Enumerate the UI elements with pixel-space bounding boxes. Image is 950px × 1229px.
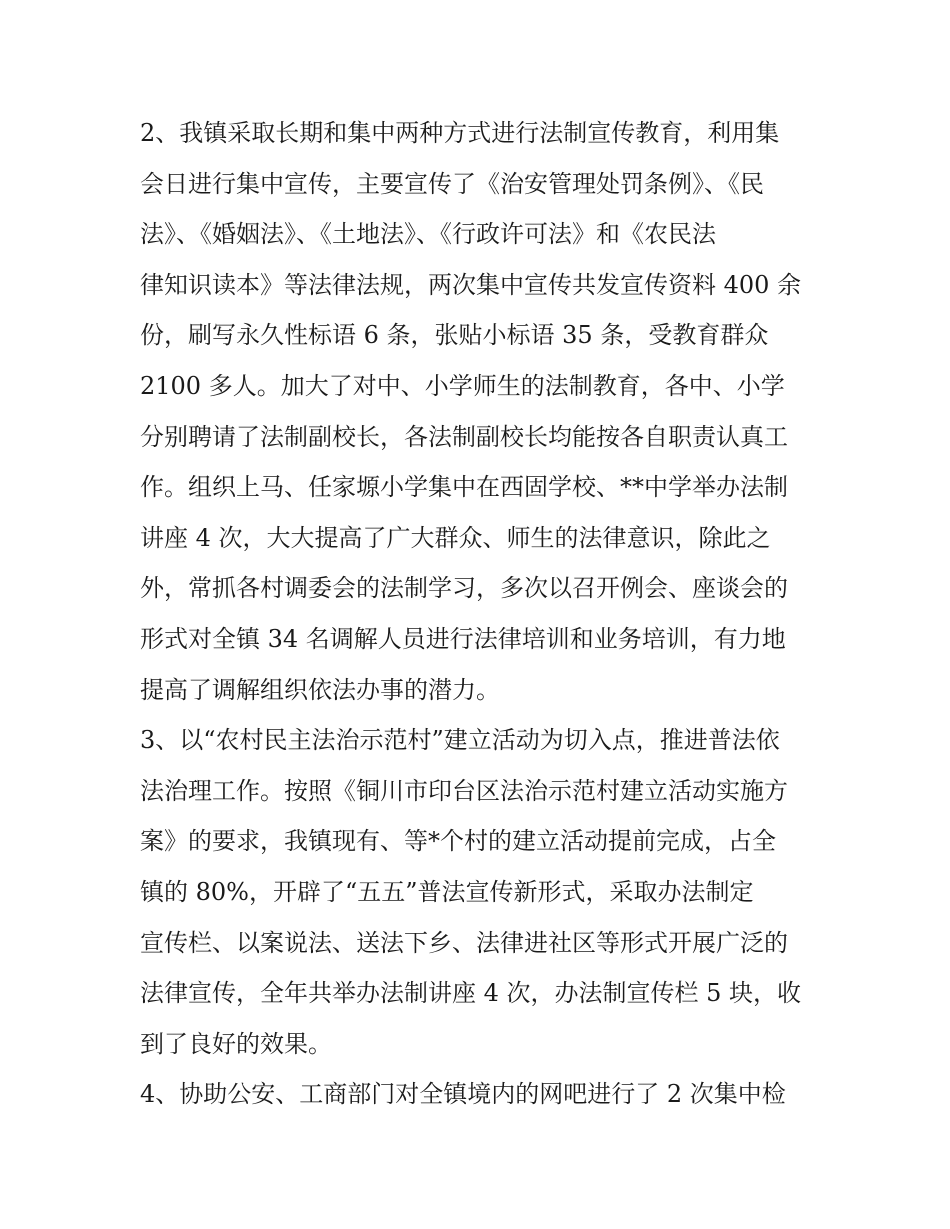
text-line: 份，刷写永久性标语 6 条，张贴小标语 35 条，受教育群众 bbox=[140, 321, 769, 350]
text-line: 外，常抓各村调委会的法制学习，多次以召开例会、座谈会的 bbox=[140, 574, 788, 603]
text-line: 法》、《婚姻法》、《土地法》、《行政许可法》和《农民法 bbox=[140, 220, 716, 249]
text-line: 镇的 80%，开辟了“五五”普法宣传新形式，采取办法制定 bbox=[140, 877, 754, 906]
text-line: 法律宣传，全年共举办法制讲座 4 次，办法制宣传栏 5 块，收 bbox=[140, 979, 802, 1008]
text-line: 律知识读本》等法律法规，两次集中宣传共发宣传资料 400 余 bbox=[140, 270, 802, 299]
text-line: 2、我镇采取长期和集中两种方式进行法制宣传教育，利用集 bbox=[140, 119, 780, 147]
text-line: 4、协助公安、工商部门对全镇境内的网吧进行了 2 次集中检 bbox=[140, 1080, 786, 1109]
text-line: 讲座 4 次，大大提高了广大群众、师生的法律意识，除此之 bbox=[140, 523, 771, 552]
text-line: 分别聘请了法制副校长，各法制副校长均能按各自职责认真工 bbox=[140, 422, 788, 451]
text-line: 形式对全镇 34 名调解人员进行法律培训和业务培训，有力地 bbox=[140, 624, 786, 653]
text-line: 作。组织上马、任家塬小学集中在西固学校、**中学举办法制 bbox=[140, 473, 788, 502]
text-line: 会日进行集中宣传，主要宣传了《治安管理处罚条例》、《民 bbox=[140, 169, 764, 198]
text-line: 到了良好的效果。 bbox=[140, 1029, 332, 1058]
text-line: 2100 多人。加大了对中、小学师生的法制教育，各中、小学 bbox=[140, 371, 785, 400]
text-line: 案》的要求，我镇现有、等*个村的建立活动提前完成，占全 bbox=[140, 827, 776, 856]
text-line: 宣传栏、以案说法、送法下乡、法律进社区等形式开展广泛的 bbox=[140, 928, 788, 957]
document-body bbox=[140, 108, 830, 1120]
text-line: 提高了调解组织依法办事的潜力。 bbox=[140, 675, 500, 704]
text-line: 法治理工作。按照《铜川市印台区法治示范村建立活动实施方 bbox=[140, 776, 788, 805]
text-line: 3、以“农村民主法治示范村”建立活动为切入点，推进普法依 bbox=[140, 726, 780, 755]
